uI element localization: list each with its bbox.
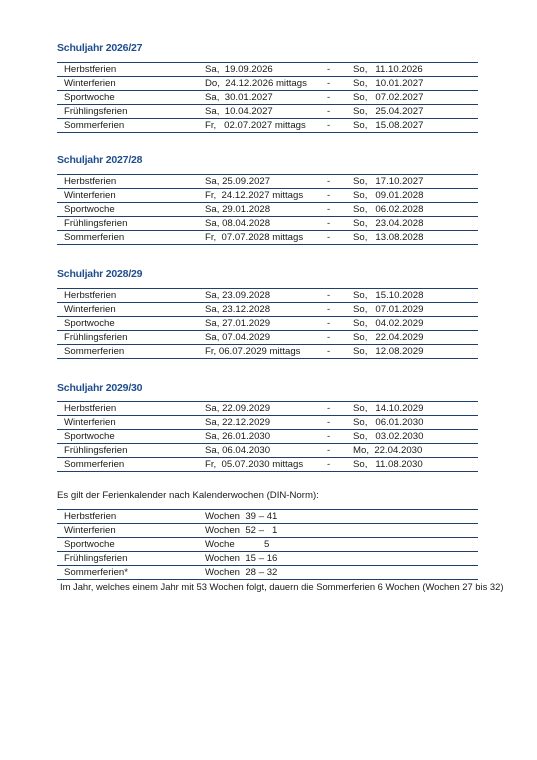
holiday-end: So, 15.08.2027: [353, 119, 478, 133]
table-row: [57, 458, 478, 472]
holiday-start: Sa, 07.04.2029: [205, 331, 327, 345]
holiday-name: Frühlingsferien: [57, 331, 205, 345]
holiday-name: Herbstferien: [57, 175, 205, 189]
holiday-start: Fr, 06.07.2029 mittags: [205, 345, 327, 359]
holiday-end: So, 23.04.2028: [353, 217, 478, 231]
holiday-start: Fr, 02.07.2027 mittags: [205, 119, 327, 133]
table-row: [57, 402, 478, 416]
table-row: [57, 538, 478, 552]
date-separator: -: [327, 317, 353, 331]
holiday-end: So, 06.01.2030: [353, 416, 478, 430]
holiday-start: Sa, 26.01.2030: [205, 430, 327, 444]
holiday-end: So, 10.01.2027: [353, 77, 478, 91]
table-row: [57, 566, 478, 580]
holiday-weeks: Wochen 28 – 32: [205, 566, 478, 580]
table-row: [57, 77, 478, 91]
din-week-table: [57, 509, 478, 580]
holiday-name: Sommerferien: [57, 119, 205, 133]
table-row: [57, 524, 478, 538]
holiday-name: Herbstferien: [57, 289, 205, 303]
holiday-name: Winterferien: [57, 303, 205, 317]
holiday-end: Mo, 22.04.2030: [353, 444, 478, 458]
table-row: [57, 189, 478, 203]
holiday-end: So, 04.02.2029: [353, 317, 478, 331]
holiday-start: Do, 24.12.2026 mittags: [205, 77, 327, 91]
table-row: [57, 303, 478, 317]
date-separator: -: [327, 402, 353, 416]
table-row: [57, 317, 478, 331]
date-separator: -: [327, 430, 353, 444]
holiday-start: Sa, 19.09.2026: [205, 63, 327, 77]
table-row: [57, 289, 478, 303]
holiday-start: Fr, 24.12.2027 mittags: [205, 189, 327, 203]
holiday-start: Sa, 25.09.2027: [205, 175, 327, 189]
date-separator: -: [327, 231, 353, 245]
holiday-name: Herbstferien: [57, 63, 205, 77]
table-row: [57, 217, 478, 231]
holiday-name: Frühlingsferien: [57, 552, 205, 566]
date-separator: -: [327, 77, 353, 91]
holiday-name: Frühlingsferien: [57, 444, 205, 458]
table-row: [57, 203, 478, 217]
table-row: [57, 175, 478, 189]
holiday-end: So, 06.02.2028: [353, 203, 478, 217]
holiday-end: So, 12.08.2029: [353, 345, 478, 359]
holiday-name: Sommerferien: [57, 231, 205, 245]
year-heading: Schuljahr 2028/29: [57, 268, 143, 280]
holiday-start: Sa, 08.04.2028: [205, 217, 327, 231]
holiday-end: So, 25.04.2027: [353, 105, 478, 119]
holiday-name: Frühlingsferien: [57, 105, 205, 119]
date-separator: -: [327, 416, 353, 430]
holiday-start: Fr, 05.07.2030 mittags: [205, 458, 327, 472]
holiday-end: So, 11.08.2030: [353, 458, 478, 472]
holiday-table: [57, 62, 478, 133]
holiday-start: Sa, 29.01.2028: [205, 203, 327, 217]
footnote: Im Jahr, welches einem Jahr mit 53 Wochen folgt, dauern die Sommerferien 6 Wochen (Wochen 27 bis 32): [60, 581, 504, 592]
holiday-end: So, 17.10.2027: [353, 175, 478, 189]
year-heading: Schuljahr 2027/28: [57, 154, 143, 166]
holiday-name: Sommerferien: [57, 345, 205, 359]
date-separator: -: [327, 105, 353, 119]
holiday-end: So, 07.02.2027: [353, 91, 478, 105]
holiday-table: [57, 288, 478, 359]
holiday-end: So, 11.10.2026: [353, 63, 478, 77]
date-separator: -: [327, 289, 353, 303]
holiday-start: Sa, 27.01.2029: [205, 317, 327, 331]
table-row: [57, 444, 478, 458]
table-row: [57, 231, 478, 245]
table-row: [57, 331, 478, 345]
din-intro-text: Es gilt der Ferienkalender nach Kalenderwochen (DIN-Norm):: [57, 490, 319, 501]
date-separator: -: [327, 217, 353, 231]
holiday-weeks: Wochen 15 – 16: [205, 552, 478, 566]
table-row: [57, 416, 478, 430]
holiday-start: Sa, 30.01.2027: [205, 91, 327, 105]
date-separator: -: [327, 303, 353, 317]
holiday-table: [57, 174, 478, 245]
holiday-start: Sa, 22.12.2029: [205, 416, 327, 430]
holiday-end: So, 03.02.2030: [353, 430, 478, 444]
holiday-name: Sportwoche: [57, 538, 205, 552]
holiday-start: Sa, 23.09.2028: [205, 289, 327, 303]
holiday-name: Winterferien: [57, 524, 205, 538]
holiday-end: So, 09.01.2028: [353, 189, 478, 203]
holiday-start: Fr, 07.07.2028 mittags: [205, 231, 327, 245]
holiday-name: Winterferien: [57, 77, 205, 91]
holiday-table: [57, 401, 478, 472]
date-separator: -: [327, 345, 353, 359]
holiday-name: Sportwoche: [57, 91, 205, 105]
holiday-end: So, 22.04.2029: [353, 331, 478, 345]
holiday-weeks: Wochen 52 – 1: [205, 524, 478, 538]
holiday-start: Sa, 22.09.2029: [205, 402, 327, 416]
date-separator: -: [327, 203, 353, 217]
table-row: [57, 91, 478, 105]
holiday-name: Sportwoche: [57, 430, 205, 444]
table-row: [57, 510, 478, 524]
table-row: [57, 63, 478, 77]
holiday-name: Sportwoche: [57, 203, 205, 217]
holiday-name: Frühlingsferien: [57, 217, 205, 231]
year-heading: Schuljahr 2029/30: [57, 382, 143, 394]
holiday-name: Herbstferien: [57, 510, 205, 524]
holiday-weeks: Wochen 39 – 41: [205, 510, 478, 524]
table-row: [57, 119, 478, 133]
holiday-end: So, 07.01.2029: [353, 303, 478, 317]
date-separator: -: [327, 189, 353, 203]
holiday-name: Sommerferien*: [57, 566, 205, 580]
holiday-end: So, 15.10.2028: [353, 289, 478, 303]
holiday-name: Sommerferien: [57, 458, 205, 472]
date-separator: -: [327, 175, 353, 189]
holiday-end: So, 13.08.2028: [353, 231, 478, 245]
holiday-weeks: Woche 5: [205, 538, 478, 552]
holiday-name: Winterferien: [57, 416, 205, 430]
holiday-name: Sportwoche: [57, 317, 205, 331]
holiday-end: So, 14.10.2029: [353, 402, 478, 416]
date-separator: -: [327, 331, 353, 345]
date-separator: -: [327, 91, 353, 105]
table-row: [57, 552, 478, 566]
holiday-start: Sa, 06.04.2030: [205, 444, 327, 458]
holiday-start: Sa, 10.04.2027: [205, 105, 327, 119]
date-separator: -: [327, 63, 353, 77]
holiday-name: Herbstferien: [57, 402, 205, 416]
date-separator: -: [327, 458, 353, 472]
date-separator: -: [327, 444, 353, 458]
holiday-start: Sa, 23.12.2028: [205, 303, 327, 317]
table-row: [57, 430, 478, 444]
date-separator: -: [327, 119, 353, 133]
table-row: [57, 345, 478, 359]
year-heading: Schuljahr 2026/27: [57, 42, 143, 54]
holiday-name: Winterferien: [57, 189, 205, 203]
table-row: [57, 105, 478, 119]
